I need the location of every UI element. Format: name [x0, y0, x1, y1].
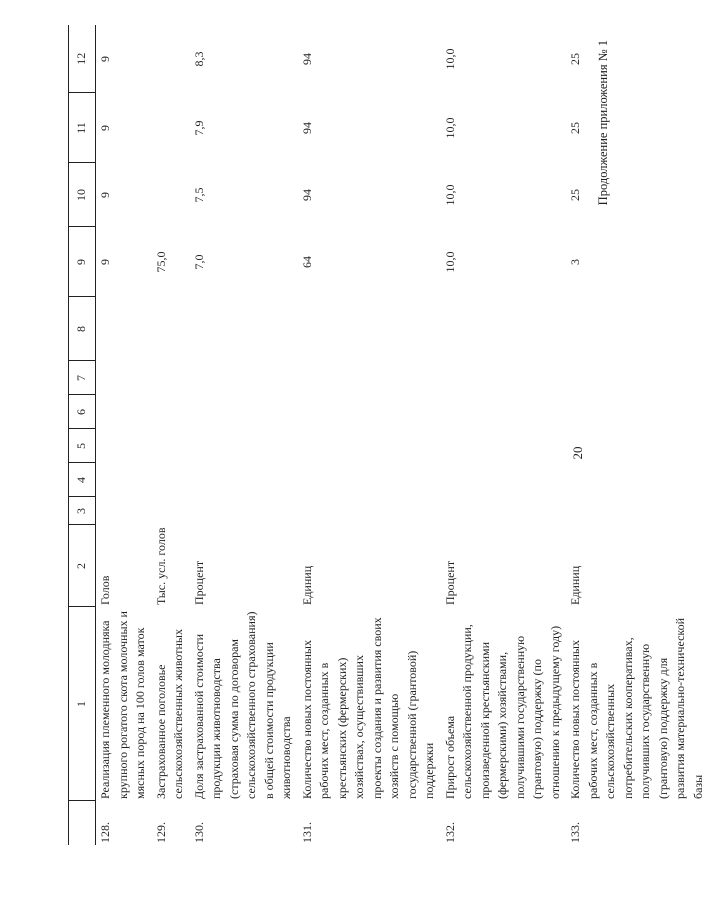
value-cell [441, 297, 567, 361]
value-cell [96, 297, 152, 361]
value-cell: 9 [98, 125, 112, 131]
value-cell [190, 395, 298, 429]
value-cell [152, 429, 190, 463]
value-cell [566, 463, 709, 497]
row-number: 128. [98, 822, 112, 843]
table-row [566, 25, 709, 845]
indicator-name: Прирост объема сельскохозяйственной продукции, произведенной крестьянскими (фермерскими) хозяйствами, получившими государственную (грантовую) поддержку (по отношению к предыдущему году) [442, 624, 562, 799]
header-cell: 12 [69, 25, 96, 93]
value-cell [441, 497, 567, 525]
header-cell: 6 [69, 395, 96, 429]
header-cell: 4 [69, 463, 96, 497]
value-cell: 64 [299, 256, 314, 268]
value-cell [441, 395, 567, 429]
value-cell [566, 395, 709, 429]
value-cell [566, 361, 709, 395]
value-cell: 8,3 [191, 51, 206, 67]
value-cell [298, 395, 441, 429]
row-number: 132. [442, 822, 457, 843]
indicator-name: Доля застрахованной стоимости продукции животноводства (страховая сумма по договорам сельскохозяйственного страхования) в общей стоимости продукции животноводства [191, 611, 293, 799]
value-cell [152, 395, 190, 429]
header-cell: 5 [69, 429, 96, 463]
value-cell: 25 [568, 122, 582, 134]
header-cell: 7 [69, 361, 96, 395]
value-cell: 25 [568, 53, 582, 65]
value-cell [190, 497, 298, 525]
header-cell: 1 [69, 607, 96, 801]
value-cell: 94 [299, 189, 314, 201]
indicator-name: Количество новых постоянных рабочих мест, созданных в крестьянских (фермерских) хозяйствах, осуществивших проекты создания и развития своих хозяйств с помощью государственной (грантовой) поддержки [299, 617, 436, 799]
value-cell [190, 463, 298, 497]
value-cell [441, 463, 567, 497]
value-cell: 7,9 [191, 120, 206, 136]
header-cell: 3 [69, 497, 96, 525]
table-row [298, 25, 441, 845]
value-cell [298, 463, 441, 497]
value-cell [152, 497, 190, 525]
value-cell [566, 297, 709, 361]
unit-cell: Единиц [568, 565, 582, 605]
value-cell [152, 463, 190, 497]
value-cell [190, 429, 298, 463]
value-cell [190, 297, 298, 361]
table-row [152, 25, 190, 845]
header-cell: 11 [69, 93, 96, 163]
value-cell: 9 [98, 192, 112, 198]
header-cell: 2 [69, 525, 96, 607]
value-cell [96, 395, 152, 429]
unit-cell: Голов [98, 575, 112, 605]
value-cell [152, 361, 190, 395]
unit-cell: Процент [191, 560, 206, 605]
value-cell [190, 361, 298, 395]
value-cell [96, 429, 152, 463]
value-cell [152, 297, 190, 361]
header-cell: 9 [69, 227, 96, 297]
header-cell: 8 [69, 297, 96, 361]
value-cell [152, 93, 190, 163]
value-cell: 94 [299, 122, 314, 134]
value-cell [96, 497, 152, 525]
table-row [441, 25, 567, 845]
value-cell [298, 297, 441, 361]
value-cell: 7,0 [191, 254, 206, 270]
page-number: 20 [570, 446, 585, 460]
value-cell: 7,5 [191, 187, 206, 203]
row-number: 130. [191, 822, 206, 843]
header-cell: 10 [69, 163, 96, 227]
value-cell: 10,0 [442, 48, 457, 70]
value-cell [298, 429, 441, 463]
table-row [96, 25, 152, 845]
table-header-row [69, 25, 96, 845]
value-cell: 25 [568, 189, 582, 201]
value-cell: 10,0 [442, 251, 457, 273]
unit-cell: Процент [442, 560, 457, 605]
value-cell [298, 361, 441, 395]
indicator-name: Застрахованное поголовье сельскохозяйственных животных [153, 629, 185, 799]
value-cell [96, 463, 152, 497]
value-cell: 9 [98, 56, 112, 62]
indicator-name: Количество новых постоянных рабочих мест, созданных в сельскохозяйственных потребительских кооперативах, получивших государственную (грантовую) поддержку для развития материально-технической базы [568, 617, 705, 799]
row-number: 133. [568, 822, 582, 843]
value-cell [152, 25, 190, 93]
indicators-table [68, 25, 709, 845]
unit-cell: Единиц [299, 565, 314, 605]
value-cell: 75,0 [153, 251, 168, 273]
unit-cell: Тыс. усл. голов [153, 527, 168, 605]
appendix-label: Продолжение приложения № 1 [596, 40, 610, 206]
value-cell: 94 [299, 53, 314, 65]
row-number: 129. [153, 822, 168, 843]
value-cell [96, 361, 152, 395]
value-cell [298, 497, 441, 525]
header-cell [69, 801, 96, 845]
indicator-name: Реализация племенного молодняка крупного рогатого скота молочных и мясных пород на 100 голов маток [98, 611, 147, 799]
value-cell [441, 429, 567, 463]
value-cell [441, 361, 567, 395]
value-cell [566, 429, 709, 463]
row-number: 131. [299, 822, 314, 843]
value-cell: 3 [568, 259, 582, 265]
value-cell [152, 163, 190, 227]
table-row [190, 25, 298, 845]
value-cell: 10,0 [442, 117, 457, 139]
value-cell: 9 [98, 259, 112, 265]
value-cell [566, 497, 709, 525]
value-cell: 10,0 [442, 184, 457, 206]
